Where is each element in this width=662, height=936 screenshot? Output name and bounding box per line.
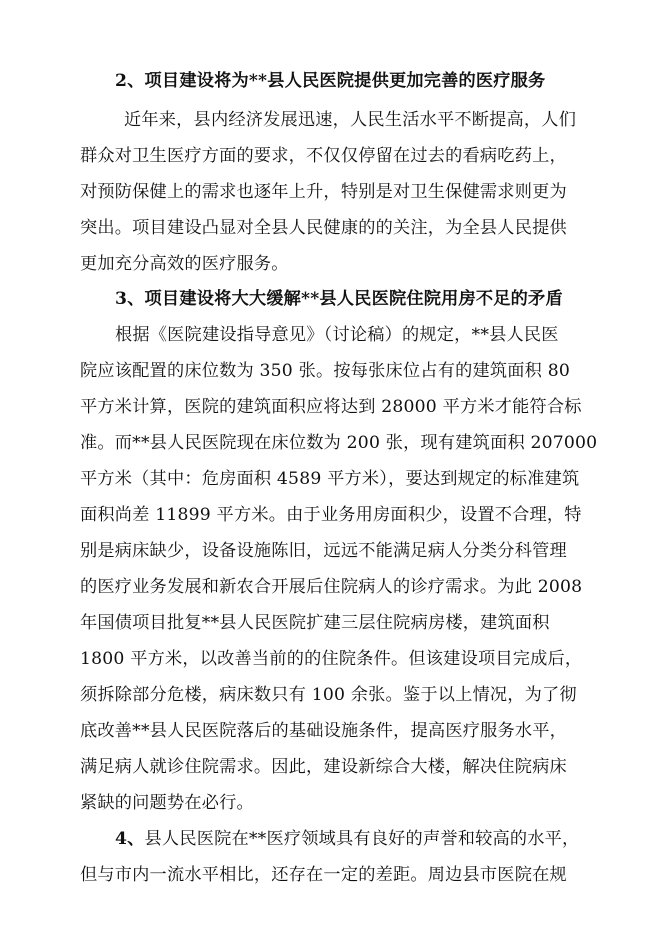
section-3-line-11: 须拆除部分危楼，病床数只有 100 余张。鉴于以上情况，为了彻: [80, 685, 577, 705]
section-3-line-10: 1800 平方米，以改善当前的的住院条件。但该建设项目完成后，: [80, 649, 583, 669]
section-3-line-7: 别是病床缺少，设备设施陈旧，远远不能满足病人分类分科管理: [80, 541, 567, 561]
section-3-line-13: 满足病人就诊住院需求。因此，建设新综合大楼，解决住院病床: [80, 757, 567, 777]
section-2-line-5: 更加充分高效的医疗服务。: [80, 254, 289, 274]
section-4-number: 4、: [115, 829, 145, 849]
section-3-line-4: 准。而**县人民医院现在床位数为 200 张，现有建筑面积 207000: [80, 433, 598, 453]
section-3-line-12: 底改善**县人民医院落后的基础设施条件，提高医疗服务水平，: [80, 721, 568, 741]
section-3-line-14: 紧缺的问题势在必行。: [80, 793, 254, 813]
section-4-line-1: 县人民医院在**医疗领域具有良好的声誉和较高的水平，: [144, 829, 580, 849]
section-2-line-2: 群众对卫生医疗方面的要求，不仅仅停留在过去的看病吃药上，: [80, 146, 567, 166]
section-3-line-3: 平方米计算，医院的建筑面积应将达到 28000 平方米才能符合标: [80, 397, 582, 417]
section-3-line-2: 院应该配置的床位数为 350 张。按每张床位占有的建筑面积 80: [80, 361, 570, 381]
section-3-heading: 3、项目建设将大大缓解**县人民医院住院用房不足的矛盾: [115, 289, 563, 309]
section-4-line-2: 但与市内一流水平相比，还存在一定的差距。周边县市医院在规: [80, 865, 567, 885]
section-2-line-1: 近年来，县内经济发展迅速，人民生活水平不断提高，人们: [124, 110, 577, 130]
section-2-heading: 2、项目建设将为**县人民医院提供更加完善的医疗服务: [115, 71, 546, 91]
section-3-line-6: 面积尚差 11899 平方米。由于业务用房面积少，设置不合理，特: [80, 505, 582, 525]
section-3-line-9: 年国债项目批复**县人民医院扩建三层住院病房楼，建筑面积: [80, 613, 550, 633]
section-2-line-3: 对预防保健上的需求也逐年上升，特别是对卫生保健需求则更为: [80, 182, 567, 202]
section-3-line-8: 的医疗业务发展和新农合开展后住院病人的诊疗需求。为此 2008: [80, 577, 583, 597]
section-3-line-1: 根据《医院建设指导意见》（讨论稿）的规定，**县人民医: [115, 325, 559, 345]
section-4-first-line: [115, 829, 579, 849]
section-3-line-5: 平方米（其中：危房面积 4589 平方米），要达到规定的标准建筑: [80, 469, 580, 489]
section-2-line-4: 突出。项目建设凸显对全县人民健康的的关注，为全县人民提供: [80, 218, 567, 238]
